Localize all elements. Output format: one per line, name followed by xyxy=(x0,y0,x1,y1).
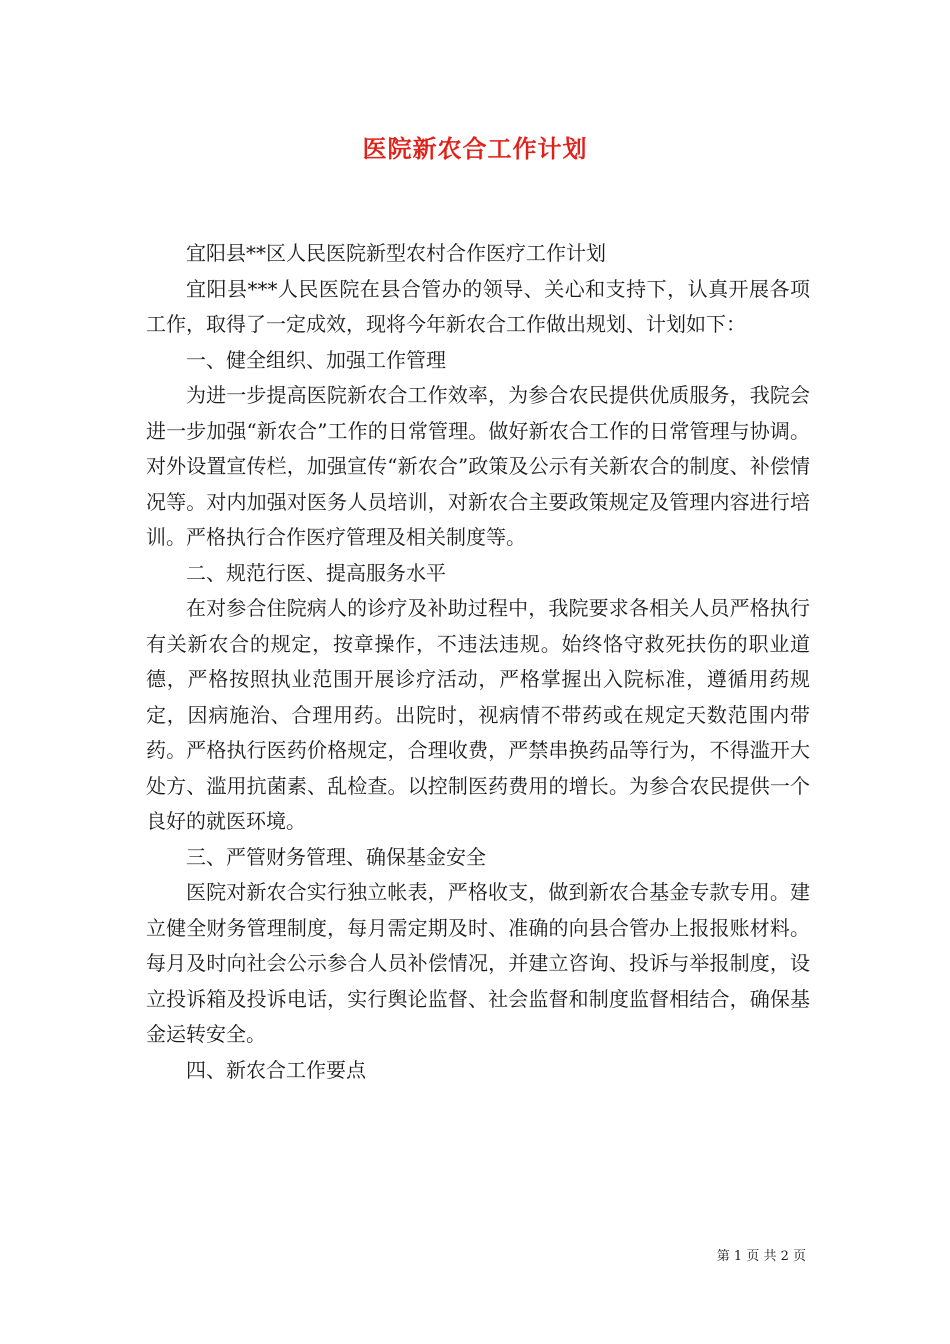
subtitle-paragraph: 宜阳县**区人民医院新型农村合作医疗工作计划 xyxy=(186,241,606,265)
section-body-1: 为进一步提高医院新农合工作效率，为参合农民提供优质服务，我院会进一步加强“新农合”工作的日常管理。做好新农合工作的日常管理与协调。对外设置宣传栏，加强宣传“新农合”政策及公示有关新农合的制度、补偿情况等。对内加强对医务人员培训，对新农合主要政策规定及管理内容进行培训。严格执行合作医疗管理及相关制度等。 xyxy=(146,383,810,549)
section-body-3: 医院对新农合实行独立帐表，严格收支，做到新农合基金专款专用。建立健全财务管理制度，每月需定期及时、准确的向县合管办上报报账材料。每月及时向社会公示参合人员补偿情况，并建立咨询、投诉与举报制度，设立投诉箱及投诉电话，实行舆论监督、社会监督和制度监督相结合，确保基金运转安全。 xyxy=(146,880,810,1046)
section-heading-2: 二、规范行医、提高服务水平 xyxy=(186,560,446,585)
section-heading-3: 三、严管财务管理、确保基金安全 xyxy=(186,844,486,869)
section-heading-4: 四、新农合工作要点 xyxy=(186,1057,366,1082)
section-heading-1: 一、健全组织、加强工作管理 xyxy=(186,347,446,372)
document-title: 医院新农合工作计划 xyxy=(362,134,588,163)
section-body-2: 在对参合住院病人的诊疗及补助过程中，我院要求各相关人员严格执行有关新农合的规定，按章操作，不违法违规。始终恪守救死扶伤的职业道德，严格按照执业范围开展诊疗活动，严格掌握出入院标准，遵循用药规定，因病施治、合理用药。出院时，视病情不带药或在规定天数范围内带药。严格执行医药价格规定，合理收费，严禁串换药品等行为，不得滥开大处方、滥用抗菌素、乱检查。以控制医药费用的增长。为参合农民提供一个良好的就医环境。 xyxy=(146,596,810,833)
page-number: 第 1 页 共 2 页 xyxy=(716,1249,806,1264)
intro-paragraph: 宜阳县***人民医院在县合管办的领导、关心和支持下，认真开展各项工作，取得了一定成效，现将今年新农合工作做出规划、计划如下： xyxy=(146,276,810,336)
document-body xyxy=(146,236,810,1088)
